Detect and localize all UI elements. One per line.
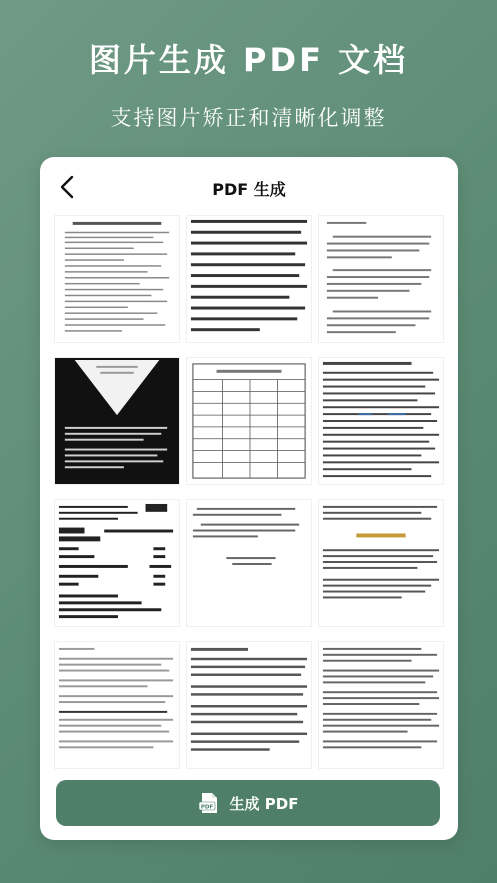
thumbnail-chinese-text[interactable] — [318, 215, 444, 343]
thumbnail-chinese-notice[interactable] — [186, 499, 312, 627]
thumbnail-dark-infographic[interactable] — [54, 357, 180, 485]
thumbnail-english-form[interactable] — [54, 215, 180, 343]
thumbnail-chinese-report[interactable] — [318, 641, 444, 769]
top-bar — [40, 157, 458, 219]
document-image — [319, 642, 443, 768]
document-image — [55, 216, 179, 342]
document-image — [55, 358, 179, 484]
page-title: PDF 生成 — [212, 180, 286, 199]
thumbnail-tech-article[interactable] — [318, 357, 444, 485]
pdf-file-icon — [198, 792, 220, 814]
pdf-generator-panel — [40, 157, 458, 840]
thumbnail-chinese-article[interactable] — [318, 499, 444, 627]
hero-subtitle: 支持图片矫正和清晰化调整 — [110, 106, 387, 130]
thumbnail-table-form[interactable] — [186, 357, 312, 485]
thumbnail-receipt[interactable] — [54, 499, 180, 627]
document-image — [319, 500, 443, 626]
thumbnail-english-article[interactable] — [54, 641, 180, 769]
document-image — [319, 216, 443, 342]
document-image — [187, 642, 311, 768]
document-image — [187, 216, 311, 342]
document-image — [187, 500, 311, 626]
document-image — [55, 500, 179, 626]
document-image — [55, 642, 179, 768]
pdf-icon-label: PDF — [200, 804, 213, 811]
image-thumbnail-grid — [54, 215, 444, 771]
generate-pdf-button[interactable] — [56, 780, 440, 826]
thumbnail-japanese-text[interactable] — [186, 641, 312, 769]
hero-title: 图片生成 PDF 文档 — [88, 41, 409, 79]
document-image — [319, 358, 443, 484]
generate-pdf-label: 生成 PDF — [229, 794, 299, 813]
document-image — [187, 358, 311, 484]
thumbnail-english-letter[interactable] — [186, 215, 312, 343]
